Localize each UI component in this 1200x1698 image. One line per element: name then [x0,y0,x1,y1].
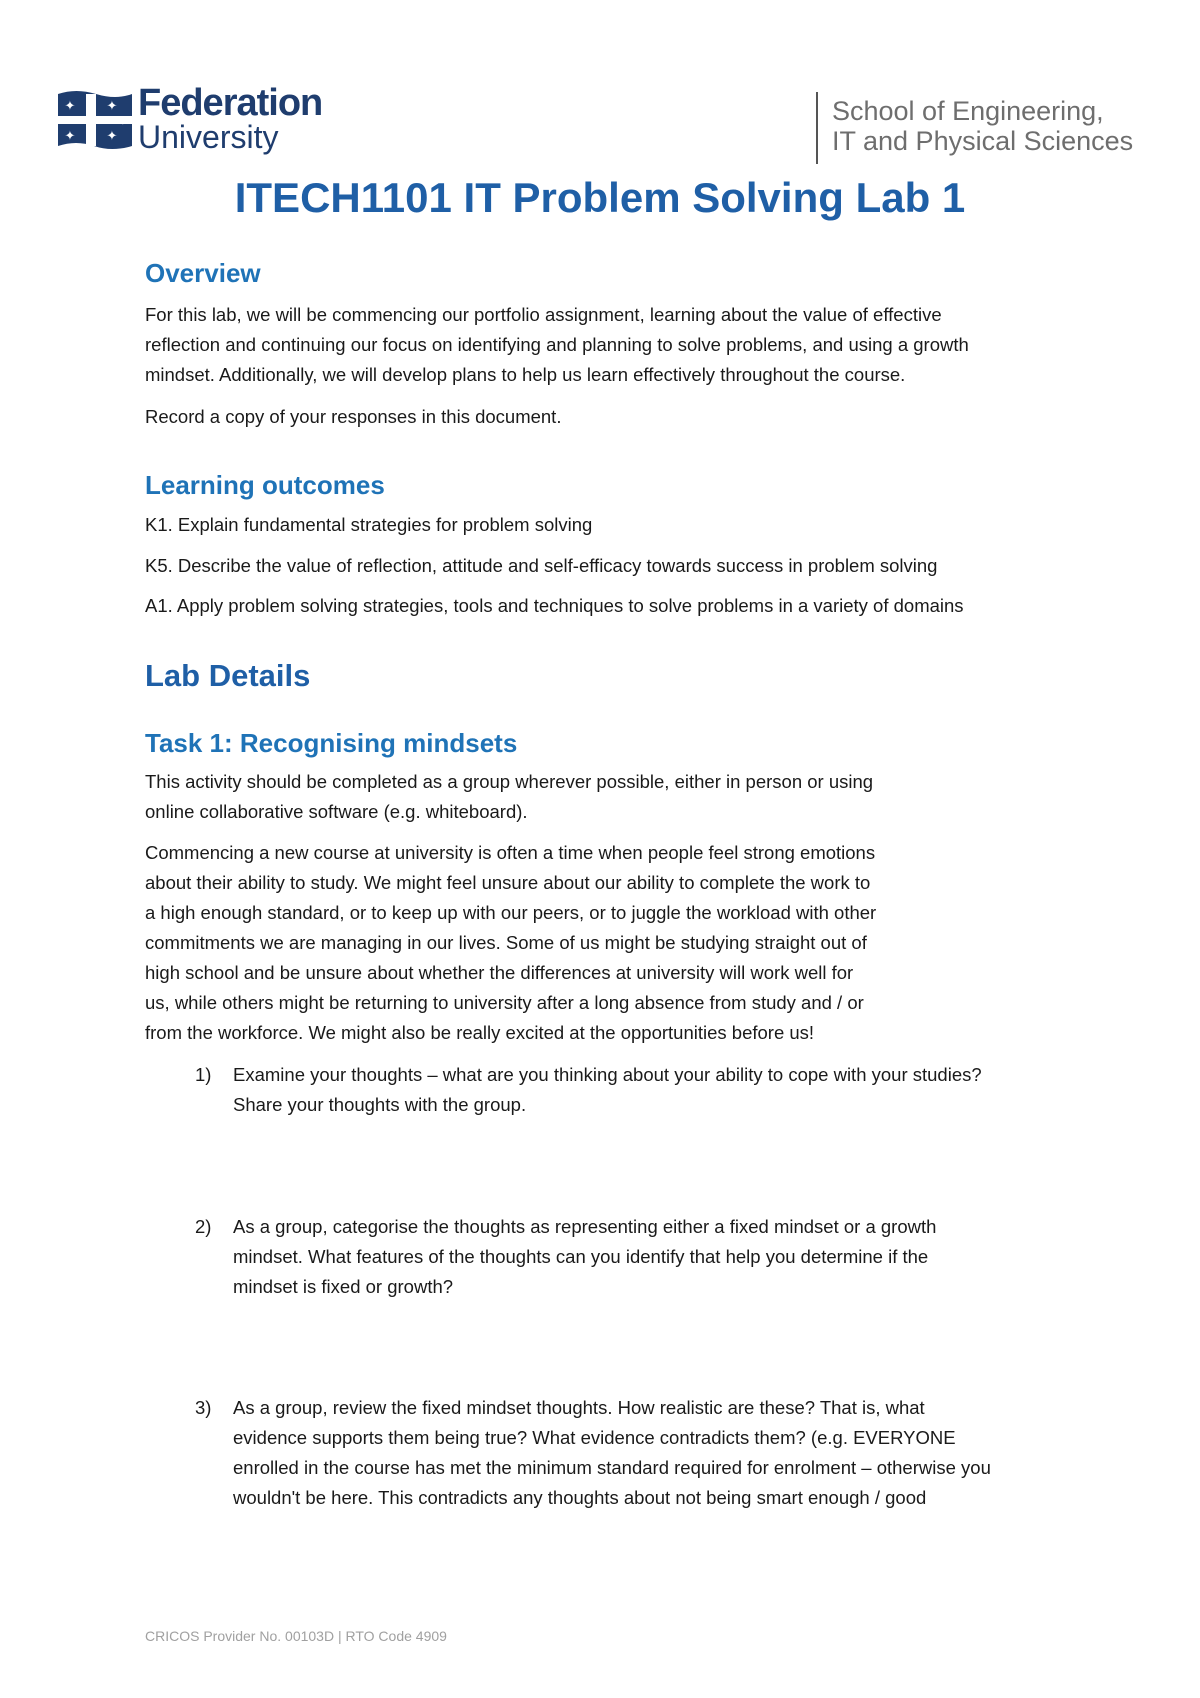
school-name-line-2: IT and Physical Sciences [832,126,1134,156]
record-instruction: Record a copy of your responses in this document. [145,406,562,427]
question-2-line-1: As a group, categorise the thoughts as representing either a fixed mindset or a growth [233,1216,937,1237]
question-text [233,1060,1093,1120]
logo-flag-icon [56,88,134,152]
task1-intro-line-2: online collaborative software (e.g. whiteboard). [145,801,528,822]
overview-heading: Overview [145,258,261,288]
question-number: 3) [195,1397,212,1418]
question-3-line-1: As a group, review the fixed mindset thoughts. How realistic are these? That is, what [233,1397,925,1418]
logo-word-university: University [138,119,279,155]
svg-text:✦: ✦ [106,99,118,114]
question-2-line-2: mindset. What features of the thoughts can you identify that help you determine if the [233,1246,929,1267]
task1-context-line-7: from the workforce. We might also be really excited at the opportunities before us! [145,1022,815,1043]
task1-context-line-1: Commencing a new course at university is often a time when people feel strong emotions [145,842,876,863]
question-1-line-2: Share your thoughts with the group. [233,1094,527,1115]
task1-intro [145,767,965,827]
school-name-line-1: School of Engineering, [832,96,1104,126]
school-name [832,96,1133,156]
overview-line-3: mindset. Additionally, we will develop plans to help us learn effectively throughout the course. [145,364,906,385]
question-text [233,1212,1093,1302]
svg-text:✦: ✦ [118,117,128,128]
task1-heading: Task 1: Recognising mindsets [145,728,518,758]
lab-details-heading: Lab Details [145,658,311,693]
task1-intro-line-1: This activity should be completed as a group wherever possible, either in person or using [145,771,874,792]
learning-outcome-a1: A1. Apply problem solving strategies, tools and techniques to solve problems in a variety of domains [145,595,964,616]
question-2-line-3: mindset is fixed or growth? [233,1276,454,1297]
question-3-line-2: evidence supports them being true? What evidence contradicts them? (e.g. EVERYONE [233,1427,956,1448]
logo-word-federation: Federation [138,82,323,124]
svg-text:✦: ✦ [64,129,76,144]
learning-outcomes-heading: Learning outcomes [145,470,385,500]
question-3-line-4: wouldn't be here. This contradicts any thoughts about not being smart enough / good [233,1487,927,1508]
task1-context [145,838,965,1048]
svg-text:✦: ✦ [106,129,118,144]
overview-paragraph [145,300,1075,390]
task1-context-line-6: us, while others might be returning to university after a long absence from study and / or [145,992,864,1013]
task1-context-line-4: commitments we are managing in our lives. Some of us might be studying straight out of [145,932,867,953]
question-text [233,1393,1093,1513]
learning-outcome-k1: K1. Explain fundamental strategies for problem solving [145,514,593,535]
document-title: ITECH1101 IT Problem Solving Lab 1 [234,174,966,221]
overview-line-2: reflection and continuing our focus on identifying and planning to solve problems, and using a growth [145,334,969,355]
question-number: 1) [195,1064,212,1085]
task1-context-line-5: high school and be unsure about whether the differences at university will work well for [145,962,854,983]
svg-text:✦: ✦ [64,99,76,114]
task1-context-line-3: a high enough standard, or to keep up with our peers, or to juggle the workload with other [145,902,877,923]
header-divider [816,92,818,164]
learning-outcome-k5: K5. Describe the value of reflection, attitude and self-efficacy towards success in problem solving [145,555,938,576]
task1-context-line-2: about their ability to study. We might feel unsure about our ability to complete the work to [145,872,871,893]
footer-cricos: CRICOS Provider No. 00103D | RTO Code 4909 [145,1628,447,1644]
question-3-line-3: enrolled in the course has met the minimum standard required for enrolment – otherwise you [233,1457,991,1478]
question-1-line-1: Examine your thoughts – what are you thinking about your ability to cope with your studies? [233,1064,982,1085]
federation-university-logo [56,82,326,158]
overview-line-1: For this lab, we will be commencing our portfolio assignment, learning about the value of effective [145,304,942,325]
question-number: 2) [195,1216,212,1237]
